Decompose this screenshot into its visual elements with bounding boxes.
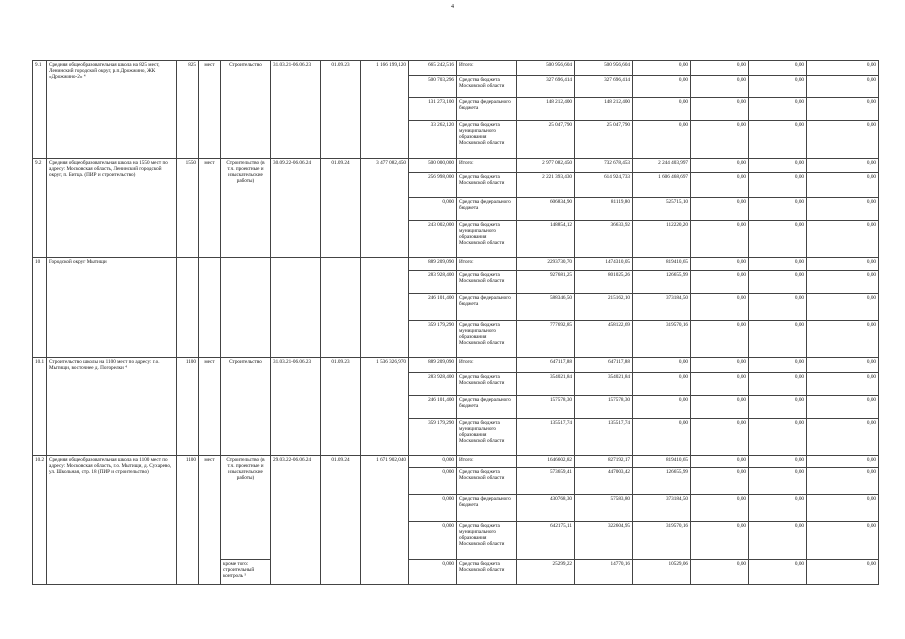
year2-amount: 819410,65 [633,455,691,467]
table-row [33,358,879,373]
year2-amount: 2 244 403,997 [633,158,691,173]
row-number: 9.1 [33,61,47,159]
year4-amount: 0,00 [749,468,807,495]
year2-amount: 319570,16 [633,522,691,559]
funding-source: Итого: [457,61,517,76]
year5-amount: 0,00 [807,221,879,258]
total-amount: 148 212,400 [517,98,575,121]
year3-amount: 0,00 [691,418,749,455]
funding-limit: 0,000 [409,522,457,559]
commissioning-date: 01.09.23 [321,358,361,456]
total-amount: 647117,88 [517,358,575,373]
year1-amount: 135517,74 [575,418,633,455]
year3-amount: 0,00 [691,559,749,584]
work-period: 31.03.21-06.06.23 [271,61,321,159]
year4-amount: 0,00 [749,121,807,158]
total-amount: 927681,25 [517,270,575,293]
funding-source: Средства федерального бюджета [457,495,517,522]
year2-amount: 0,00 [633,61,691,76]
year3-amount: 0,00 [691,61,749,76]
work-type: Строительство (в т.ч. проектные и изыскательские работы) [221,455,271,559]
funding-source: Средства бюджета Московской области [457,75,517,98]
year4-amount: 0,00 [749,98,807,121]
table-row [33,455,879,467]
row-number: 10 [33,258,47,358]
year3-amount: 0,00 [691,455,749,467]
object-name: Средняя общеобразовательная школа на 825 мест, Ленинский городской округ, р.п.Дрожжино, ЖК «Дрожжино-2» ⁴ [47,61,177,159]
year3-amount: 0,00 [691,522,749,559]
year3-amount: 0,00 [691,358,749,373]
funding-limit: 500 703,296 [409,75,457,98]
capacity: 825 [177,61,199,159]
capacity-unit: мест [199,158,221,258]
total-amount: 327 696,414 [517,75,575,98]
year5-amount: 0,00 [807,61,879,76]
estimated-cost: 3 477 082,450 [361,158,409,258]
year1-amount: 827192,17 [575,455,633,467]
year2-amount: 0,00 [633,395,691,418]
commissioning-date: 01.09.24 [321,158,361,258]
funding-source: Средства федерального бюджета [457,395,517,418]
total-amount: 25299,22 [517,559,575,584]
total-amount: 2 977 082,450 [517,158,575,173]
year4-amount: 0,00 [749,75,807,98]
year2-amount: 319570,16 [633,320,691,357]
funding-limit: 0,000 [409,559,457,584]
year2-amount: 0,00 [633,98,691,121]
year5-amount: 0,00 [807,358,879,373]
year5-amount: 0,00 [807,495,879,522]
funding-source: Средства бюджета муниципального образования Московской области [457,221,517,258]
funding-limit: 500 000,000 [409,158,457,173]
year5-amount: 0,00 [807,270,879,293]
object-name: Средняя общеобразовательная школа на 1100 мест по адресу: Московская область, г.о. Мытищи, д. Сухарево, ул. Школьная, стр. 18 (ПИР и строительство) [47,455,177,584]
year5-amount: 0,00 [807,75,879,98]
row-number: 10.1 [33,358,47,456]
funding-limit: 665 242,516 [409,61,457,76]
capacity-unit: мест [199,455,221,584]
year1-amount: 14770,16 [575,559,633,584]
work-period: 29.03.22-06.06.24 [271,455,321,584]
capacity-unit: мест [199,61,221,159]
total-amount: 25 047,790 [517,121,575,158]
funding-source: Итого: [457,358,517,373]
year2-amount: 1 606 468,697 [633,173,691,198]
total-amount: 157578,30 [517,395,575,418]
capacity-unit [199,258,221,358]
funding-source: Средства бюджета Московской области [457,270,517,293]
year5-amount: 0,00 [807,173,879,198]
table-row [33,61,879,76]
year3-amount: 0,00 [691,270,749,293]
funding-limit: 283 928,400 [409,270,457,293]
funding-limit: 131 273,100 [409,98,457,121]
estimated-cost: 1 671 902,040 [361,455,409,584]
total-amount: 354021,84 [517,372,575,395]
funding-source: Итого: [457,455,517,467]
year5-amount: 0,00 [807,98,879,121]
year5-amount: 0,00 [807,158,879,173]
year2-amount: 126655,99 [633,468,691,495]
total-amount: 1646602,82 [517,455,575,467]
commissioning-date: 01.09.24 [321,455,361,584]
row-number: 9.2 [33,158,47,258]
year3-amount: 0,00 [691,468,749,495]
year2-amount: 373184,50 [633,293,691,320]
estimated-cost: 1 536 326,970 [361,358,409,456]
year3-amount: 0,00 [691,320,749,357]
total-amount: 148854,12 [517,221,575,258]
year4-amount: 0,00 [749,221,807,258]
total-amount: 642175,11 [517,522,575,559]
year3-amount: 0,00 [691,121,749,158]
funding-limit: 889 209,090 [409,358,457,373]
year3-amount: 0,00 [691,395,749,418]
year5-amount: 0,00 [807,372,879,395]
total-amount: 588346,50 [517,293,575,320]
total-amount: 135517,74 [517,418,575,455]
year3-amount: 0,00 [691,75,749,98]
year5-amount: 0,00 [807,455,879,467]
year3-amount: 0,00 [691,495,749,522]
funding-limit: 246 101,400 [409,395,457,418]
year4-amount: 0,00 [749,270,807,293]
funding-source: Средства федерального бюджета [457,293,517,320]
year2-amount: 112220,20 [633,221,691,258]
year4-amount: 0,00 [749,559,807,584]
funding-source: Средства федерального бюджета [457,98,517,121]
year1-amount: 647117,88 [575,358,633,373]
year2-amount: 126655,99 [633,270,691,293]
year1-amount: 500 956,604 [575,61,633,76]
funding-limit: 889 209,090 [409,258,457,270]
total-amount: 777692,85 [517,320,575,357]
funding-limit: 359 179,290 [409,320,457,357]
year1-amount: 25 047,790 [575,121,633,158]
funding-source: Средства бюджета муниципального образования Московской области [457,121,517,158]
work-type [221,258,271,358]
capacity-unit: мест [199,358,221,456]
funding-source: Средства федерального бюджета [457,198,517,221]
year4-amount: 0,00 [749,293,807,320]
year4-amount: 0,00 [749,198,807,221]
year3-amount: 0,00 [691,98,749,121]
total-amount: 573659,41 [517,468,575,495]
year4-amount: 0,00 [749,258,807,270]
commissioning-date: 01.09.23 [321,61,361,159]
year1-amount: 157578,30 [575,395,633,418]
year1-amount: 322604,95 [575,522,633,559]
funding-limit: 0,000 [409,468,457,495]
commissioning-date [321,258,361,358]
funding-limit: 283 928,400 [409,372,457,395]
work-period: 31.03.21-06.06.23 [271,358,321,456]
year1-amount: 354021,84 [575,372,633,395]
year4-amount: 0,00 [749,358,807,373]
capacity: 1100 [177,455,199,584]
year5-amount: 0,00 [807,418,879,455]
funding-limit: 0,000 [409,198,457,221]
funding-limit: 243 002,000 [409,221,457,258]
work-period: 30.09.22-06.06.24 [271,158,321,258]
row-number: 10.2 [33,455,47,584]
funding-source: Средства бюджета муниципального образования Московской области [457,522,517,559]
objects-table [32,60,879,585]
year1-amount: 36633,92 [575,221,633,258]
funding-limit: 0,000 [409,495,457,522]
year5-amount: 0,00 [807,320,879,357]
year1-amount: 57583,80 [575,495,633,522]
funding-source: Средства бюджета муниципального образования Московской области [457,418,517,455]
work-type: Строительство [221,358,271,456]
year2-amount: 0,00 [633,358,691,373]
total-amount: 2 221 393,430 [517,173,575,198]
funding-source: Средства бюджета муниципального образования Московской области [457,320,517,357]
year2-amount: 525715,10 [633,198,691,221]
year5-amount: 0,00 [807,121,879,158]
year1-amount: 215162,10 [575,293,633,320]
year4-amount: 0,00 [749,173,807,198]
year2-amount: 0,00 [633,372,691,395]
year5-amount: 0,00 [807,258,879,270]
year2-amount: 0,00 [633,418,691,455]
year5-amount: 0,00 [807,395,879,418]
year2-amount: 373184,50 [633,495,691,522]
year3-amount: 0,00 [691,158,749,173]
table-row [33,158,879,173]
construction-control-label: кроме того: строительный контроль ⁵ [221,559,271,584]
year5-amount: 0,00 [807,198,879,221]
year2-amount: 10529,06 [633,559,691,584]
funding-limit: 246 101,400 [409,293,457,320]
page-number: 4 [451,4,454,10]
funding-source: Средства бюджета Московской области [457,559,517,584]
year3-amount: 0,00 [691,221,749,258]
capacity: 1550 [177,158,199,258]
year2-amount: 0,00 [633,121,691,158]
funding-limit: 359 179,290 [409,418,457,455]
table-row [33,258,879,270]
work-type: Строительство [221,61,271,159]
year4-amount: 0,00 [749,495,807,522]
year3-amount: 0,00 [691,372,749,395]
funding-source: Итого: [457,158,517,173]
year4-amount: 0,00 [749,158,807,173]
year1-amount: 447003,42 [575,468,633,495]
funding-source: Средства бюджета Московской области [457,468,517,495]
total-amount: 500 956,604 [517,61,575,76]
year4-amount: 0,00 [749,61,807,76]
funding-limit: 256 998,000 [409,173,457,198]
estimated-cost [361,258,409,358]
year5-amount: 0,00 [807,468,879,495]
funding-source: Средства бюджета Московской области [457,372,517,395]
year5-amount: 0,00 [807,522,879,559]
capacity: 1100 [177,358,199,456]
year1-amount: 81119,80 [575,198,633,221]
year4-amount: 0,00 [749,320,807,357]
object-name: Средняя общеобразовательная школа на 1550 мест по адресу: Московская область, Ленинский городской округ, п. Битца. (ПИР и строительство) [47,158,177,258]
year1-amount: 732 678,453 [575,158,633,173]
year2-amount: 0,00 [633,75,691,98]
year4-amount: 0,00 [749,418,807,455]
work-type: Строительство (в т.ч. проектные и изыскательские работы) [221,158,271,258]
year3-amount: 0,00 [691,198,749,221]
work-period [271,258,321,358]
year1-amount: 458122,69 [575,320,633,357]
year3-amount: 0,00 [691,258,749,270]
funding-limit: 33 262,120 [409,121,457,158]
total-amount: 606834,90 [517,198,575,221]
funding-limit: 0,000 [409,455,457,467]
capacity [177,258,199,358]
object-name: Строительство школы на 1100 мест по адресу: г.о. Мытищи, восточнее д. Погорелки ⁴ [47,358,177,456]
estimated-cost: 1 166 199,120 [361,61,409,159]
funding-source: Итого: [457,258,517,270]
year3-amount: 0,00 [691,173,749,198]
year3-amount: 0,00 [691,293,749,320]
year5-amount: 0,00 [807,293,879,320]
year4-amount: 0,00 [749,455,807,467]
total-amount: 2293730,70 [517,258,575,270]
year1-amount: 327 696,414 [575,75,633,98]
total-amount: 430768,30 [517,495,575,522]
year1-amount: 614 924,733 [575,173,633,198]
year4-amount: 0,00 [749,395,807,418]
year1-amount: 1474310,05 [575,258,633,270]
year4-amount: 0,00 [749,372,807,395]
year5-amount: 0,00 [807,559,879,584]
funding-source: Средства бюджета Московской области [457,173,517,198]
year1-amount: 148 212,400 [575,98,633,121]
year2-amount: 819410,65 [633,258,691,270]
year1-amount: 801025,26 [575,270,633,293]
object-name: Городской округ Мытищи [47,258,177,358]
year4-amount: 0,00 [749,522,807,559]
